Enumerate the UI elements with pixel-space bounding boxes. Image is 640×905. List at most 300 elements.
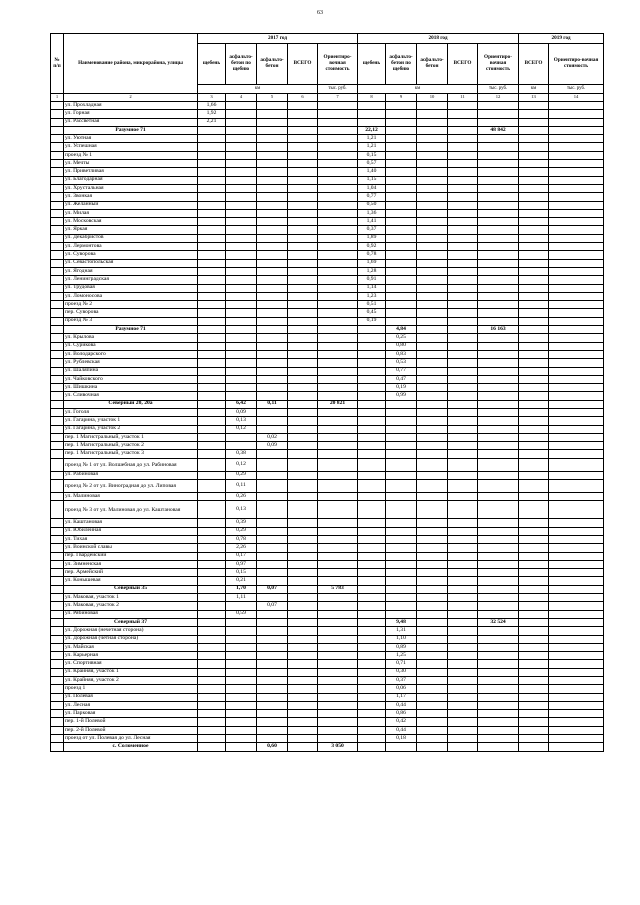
value-cell [257,118,288,126]
value-cell [478,417,519,425]
value-cell [417,660,448,668]
value-cell: 0,53 [386,359,417,367]
row-number-cell [51,209,64,217]
value-cell [257,193,288,201]
value-cell [478,160,519,168]
header-2018-asphalt: асфальто-бетон [417,44,448,85]
column-number-cell: 5 [257,94,288,102]
value-cell [519,326,549,334]
value-cell [478,301,519,309]
value-cell: 0,30 [386,668,417,676]
value-cell [358,384,386,392]
value-cell: 1,70 [226,585,257,593]
value-cell: 0,51 [358,301,386,309]
street-name: ул. Севастопольская [64,259,198,267]
value-cell [417,577,448,585]
value-cell [386,552,417,560]
value-cell [288,594,318,602]
column-numbers-row [51,94,604,102]
value-cell [448,535,478,543]
value-cell: 0,89 [386,643,417,651]
table-row [51,417,604,425]
value-cell [288,585,318,593]
value-cell [417,168,448,176]
value-cell [318,735,358,743]
value-cell [226,168,257,176]
value-cell [478,425,519,433]
value-cell [198,267,226,275]
value-cell: 1,69 [358,259,386,267]
value-cell: 48 842 [478,126,519,134]
street-name: ул. Каштановая [64,519,198,527]
value-cell: 0,29 [226,527,257,535]
value-cell [198,226,226,234]
value-cell [417,143,448,151]
value-cell [358,442,386,450]
value-cell [417,425,448,433]
value-cell [549,326,604,334]
value-cell [226,251,257,259]
row-number-cell [51,519,64,527]
row-number-cell [51,309,64,317]
value-cell [226,660,257,668]
value-cell [549,442,604,450]
value-cell [448,110,478,118]
value-cell [417,643,448,651]
value-cell [318,701,358,709]
value-cell [448,384,478,392]
value-cell: 1,17 [386,693,417,701]
value-cell [358,643,386,651]
value-cell [198,493,226,501]
value-cell: 0,44 [386,726,417,734]
street-name: ул. Сурикова [64,342,198,350]
value-cell [417,535,448,543]
value-cell [198,168,226,176]
value-cell [288,301,318,309]
value-cell [417,359,448,367]
value-cell [288,693,318,701]
row-number-cell [51,685,64,693]
header-name: Наименование района, микрорайона, улицы [64,34,198,94]
value-cell [519,417,549,425]
value-cell [478,442,519,450]
street-name: ул. Тихая [64,535,198,543]
value-cell [448,267,478,275]
value-cell [549,408,604,416]
value-cell: 0,09 [257,442,288,450]
value-cell [358,433,386,441]
value-cell [318,408,358,416]
value-cell [226,701,257,709]
street-name: пер. Суворова [64,309,198,317]
value-cell [358,493,386,501]
table-row [51,718,604,726]
value-cell [358,660,386,668]
value-cell: 0,11 [226,480,257,493]
value-cell [198,384,226,392]
column-number-cell: 13 [519,94,549,102]
value-cell [288,218,318,226]
value-cell [198,433,226,441]
value-cell [448,317,478,325]
value-cell: 0,18 [386,735,417,743]
value-cell [417,594,448,602]
value-cell [288,425,318,433]
value-cell [519,701,549,709]
value-cell [318,317,358,325]
value-cell [519,693,549,701]
value-cell [519,594,549,602]
value-cell [478,480,519,493]
value-cell [448,193,478,201]
value-cell: 1,15 [358,176,386,184]
value-cell [318,184,358,192]
value-cell: 0,17 [226,552,257,560]
value-cell [288,334,318,342]
value-cell [448,635,478,643]
value-cell [549,143,604,151]
value-cell [198,234,226,242]
district-name: Северный 20, 20а [64,400,198,408]
value-cell [386,577,417,585]
value-cell [257,535,288,543]
value-cell: 0,80 [386,342,417,350]
table-row [51,635,604,643]
value-cell [257,618,288,626]
value-cell [288,501,318,519]
value-cell [478,135,519,143]
value-cell [198,135,226,143]
value-cell [549,450,604,458]
value-cell [417,433,448,441]
value-cell [478,317,519,325]
value-cell [198,677,226,685]
value-cell [448,367,478,375]
value-cell [417,718,448,726]
table-row [51,359,604,367]
value-cell [358,359,386,367]
table-row [51,471,604,479]
value-cell [549,359,604,367]
value-cell [448,375,478,383]
street-name: ул. Шаляпина [64,367,198,375]
row-number-cell [51,569,64,577]
value-cell [549,594,604,602]
value-cell [478,677,519,685]
value-cell [549,433,604,441]
value-cell [257,493,288,501]
value-cell [549,193,604,201]
value-cell: 0,12 [226,425,257,433]
table-row [51,433,604,441]
value-cell: 0,71 [386,660,417,668]
street-name: ул. Горная [64,110,198,118]
value-cell [257,501,288,519]
value-cell [288,685,318,693]
value-cell [417,151,448,159]
table-header [51,34,604,94]
row-number-cell [51,660,64,668]
street-name: ул. Чайковского [64,375,198,383]
value-cell [288,350,318,358]
value-cell [478,627,519,635]
value-cell [478,450,519,458]
value-cell [478,375,519,383]
value-cell [448,334,478,342]
value-cell [448,735,478,743]
value-cell [288,201,318,209]
value-cell: 0,60 [257,743,288,751]
value-cell [288,627,318,635]
value-cell [318,594,358,602]
value-cell [386,471,417,479]
value-cell [478,610,519,618]
value-cell [549,660,604,668]
row-number-cell [51,143,64,151]
row-number-cell [51,359,64,367]
value-cell [448,618,478,626]
value-cell [198,577,226,585]
value-cell [358,693,386,701]
row-number-cell [51,652,64,660]
value-cell [519,585,549,593]
table-row [51,693,604,701]
value-cell [288,602,318,610]
street-name: ул. Рублевская [64,359,198,367]
value-cell [257,735,288,743]
value-cell [549,552,604,560]
value-cell [257,375,288,383]
value-cell: 0,39 [226,519,257,527]
value-cell [386,317,417,325]
value-cell [448,392,478,400]
value-cell [549,685,604,693]
street-name: ул. Юбилейная [64,527,198,535]
value-cell [417,234,448,242]
row-number-cell [51,726,64,734]
value-cell [198,126,226,134]
value-cell [478,251,519,259]
table-row [51,643,604,651]
value-cell [198,450,226,458]
value-cell [226,384,257,392]
value-cell [318,284,358,292]
value-cell [448,201,478,209]
value-cell [386,102,417,110]
value-cell [417,726,448,734]
value-cell [478,652,519,660]
value-cell [257,317,288,325]
value-cell [519,660,549,668]
value-cell [288,577,318,585]
street-name: ул. Звонкая [64,193,198,201]
value-cell [318,259,358,267]
value-cell [448,643,478,651]
header-year-2019: 2019 год [519,34,604,44]
value-cell [417,652,448,660]
value-cell [549,718,604,726]
value-cell [519,743,549,751]
value-cell [478,735,519,743]
value-cell [386,610,417,618]
value-cell [519,519,549,527]
value-cell [257,643,288,651]
value-cell [257,160,288,168]
street-name: ул. Парковая [64,710,198,718]
value-cell [288,635,318,643]
value-cell [519,480,549,493]
value-cell [549,527,604,535]
value-cell [417,552,448,560]
value-cell [257,326,288,334]
value-cell: 0,47 [386,375,417,383]
value-cell [549,209,604,217]
value-cell [257,350,288,358]
row-number-cell [51,535,64,543]
value-cell [417,317,448,325]
row-number-cell [51,400,64,408]
value-cell [226,292,257,300]
table-row [51,408,604,416]
value-cell [448,710,478,718]
value-cell [226,135,257,143]
value-cell [386,151,417,159]
value-cell [549,102,604,110]
value-cell [448,458,478,471]
value-cell [257,425,288,433]
value-cell [198,643,226,651]
value-cell [226,259,257,267]
row-number-cell [51,433,64,441]
row-number-cell [51,193,64,201]
value-cell [519,408,549,416]
value-cell [257,635,288,643]
value-cell: 1,14 [358,284,386,292]
value-cell [318,326,358,334]
table-row [51,535,604,543]
value-cell [549,384,604,392]
value-cell [519,501,549,519]
value-cell [386,569,417,577]
value-cell [549,118,604,126]
value-cell [358,110,386,118]
table-row [51,458,604,471]
value-cell [198,610,226,618]
value-cell [358,594,386,602]
value-cell [519,292,549,300]
value-cell [288,458,318,471]
value-cell [198,560,226,568]
value-cell [288,326,318,334]
value-cell: 0,42 [386,718,417,726]
value-cell [318,151,358,159]
value-cell [358,458,386,471]
value-cell [478,535,519,543]
value-cell [318,243,358,251]
value-cell [318,493,358,501]
value-cell [386,301,417,309]
value-cell [448,602,478,610]
value-cell [288,743,318,751]
value-cell [198,392,226,400]
value-cell [257,392,288,400]
value-cell [519,226,549,234]
value-cell [549,276,604,284]
value-cell [519,710,549,718]
value-cell [386,251,417,259]
value-cell [549,218,604,226]
row-number-cell [51,544,64,552]
value-cell [288,718,318,726]
value-cell [358,392,386,400]
value-cell [257,309,288,317]
row-number-cell [51,226,64,234]
value-cell [226,218,257,226]
street-name: проезд 1 [64,685,198,693]
row-number-cell [51,135,64,143]
value-cell [519,677,549,685]
value-cell [519,735,549,743]
value-cell [519,301,549,309]
value-cell [288,384,318,392]
table-row [51,594,604,602]
value-cell [519,342,549,350]
table-subtotal-row [51,326,604,334]
value-cell [198,417,226,425]
row-number-cell [51,552,64,560]
value-cell [549,267,604,275]
table-row [51,544,604,552]
value-cell [549,110,604,118]
value-cell [417,527,448,535]
value-cell [478,276,519,284]
table-row [51,442,604,450]
value-cell [549,635,604,643]
value-cell [417,400,448,408]
value-cell [478,408,519,416]
value-cell [358,544,386,552]
value-cell [519,359,549,367]
value-cell [519,442,549,450]
value-cell [448,309,478,317]
street-name: ул. Уютная [64,135,198,143]
value-cell [288,400,318,408]
row-number-cell [51,110,64,118]
value-cell: 0,44 [386,701,417,709]
value-cell [478,151,519,159]
street-name: ул. Гагарина, участок 1 [64,417,198,425]
value-cell [478,458,519,471]
table-row [51,392,604,400]
row-number-cell [51,243,64,251]
table-row [51,284,604,292]
value-cell [519,143,549,151]
value-cell [198,668,226,676]
value-cell: 4,84 [386,326,417,334]
table-subtotal-row [51,400,604,408]
value-cell [417,560,448,568]
value-cell [358,334,386,342]
table-row [51,602,604,610]
value-cell [288,126,318,134]
value-cell [257,552,288,560]
row-number-cell [51,480,64,493]
value-cell [478,560,519,568]
table-row [51,309,604,317]
value-cell [358,342,386,350]
value-cell [318,234,358,242]
